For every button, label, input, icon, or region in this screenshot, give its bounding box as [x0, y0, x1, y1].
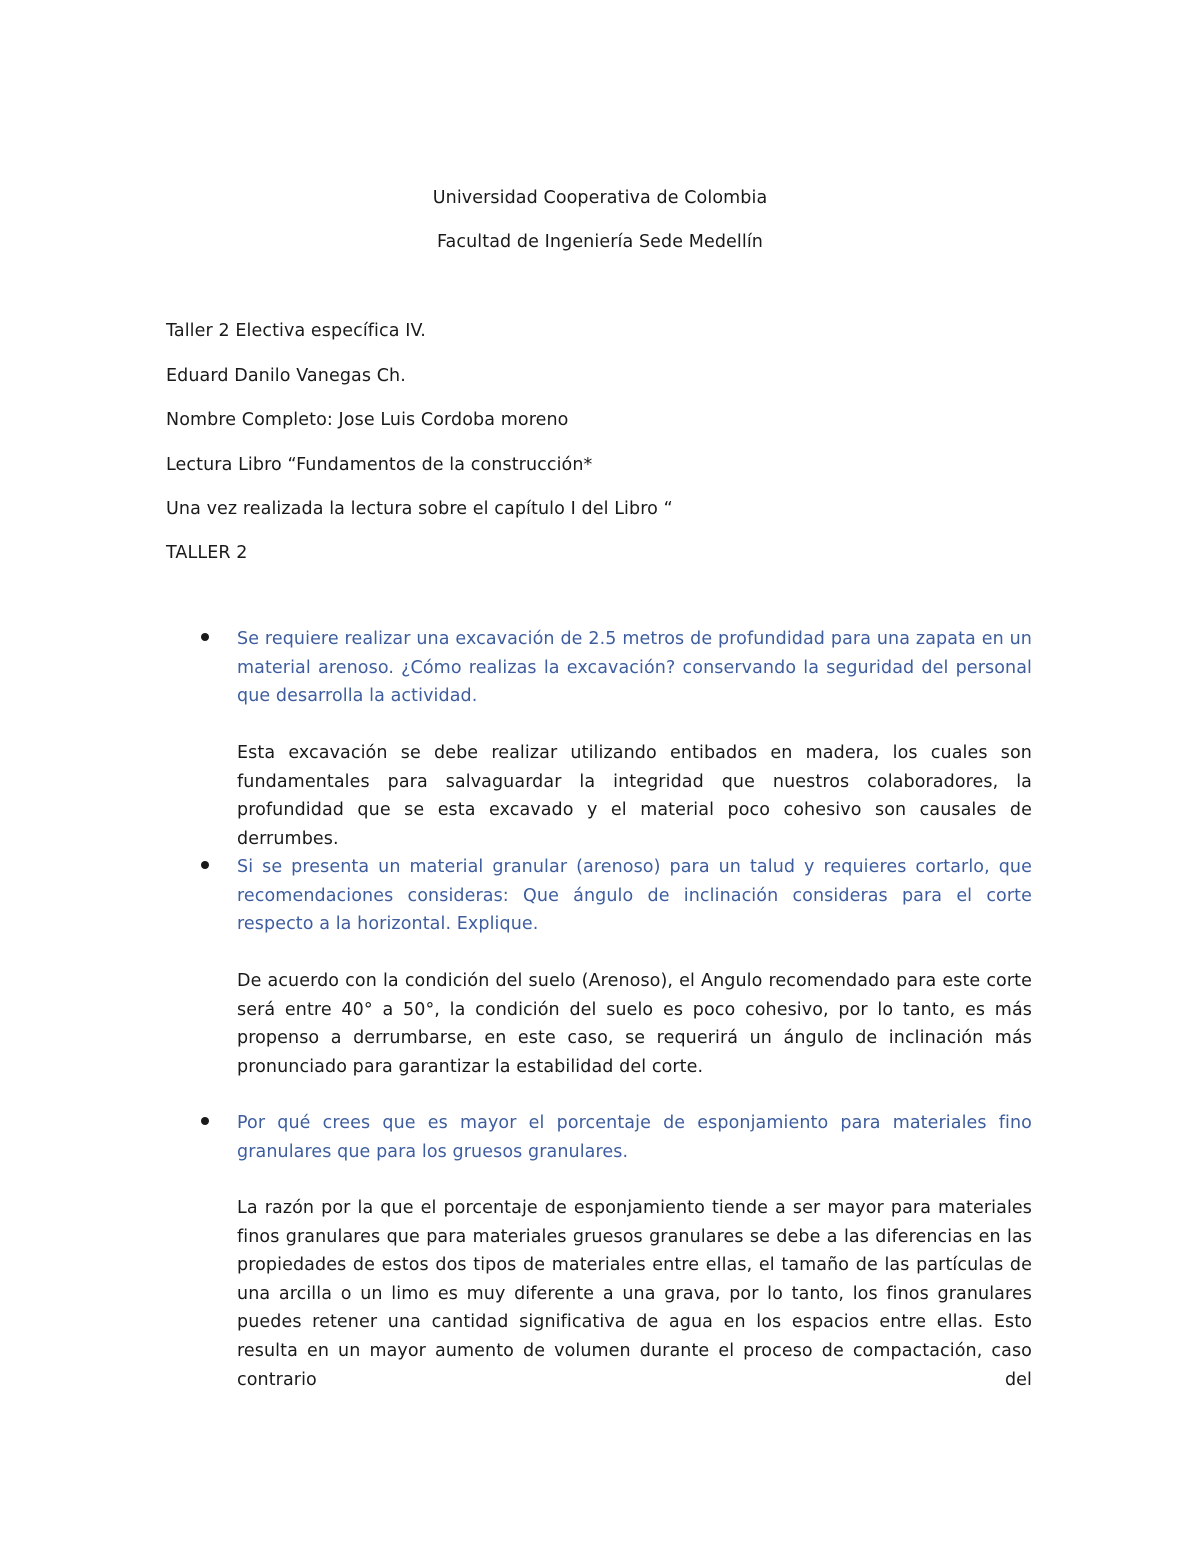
question-3: Por qué crees que es mayor el porcentaje de esponjamiento para materiales fino granulares que para los gruesos granulares.	[237, 1113, 1032, 1162]
reading-line: Lectura Libro “Fundamentos de la construcción*	[166, 455, 593, 475]
question-1: Se requiere realizar una excavación de 2.5 metros de profundidad para una zapata en un material arenoso. ¿Cómo realizas la excavación? conservando la seguridad del personal que desarrolla la actividad.	[237, 629, 1032, 707]
professor-line: Eduard Danilo Vanegas Ch.	[166, 366, 406, 386]
answer-1: Esta excavación se debe realizar utilizando entibados en madera, los cuales son fundamentales para salvaguardar la integridad que nuestros colaboradores, la profundidad que se esta excavado y el material poco cohesivo son causales de derrumbes.	[237, 743, 1032, 849]
bullet-icon	[201, 1117, 209, 1125]
answer-3: La razón por la que el porcentaje de esponjamiento tiende a ser mayor para materiales finos granulares que para materiales gruesos granulares se debe a las diferencias en las propiedades de estos dos tipos de materiales entre ellas, el tamaño de las partículas de una arcilla o un limo es muy diferente a una grava, por lo tanto, los finos granulares puedes retener una cantidad significativa de agua en los espacios entre ellas. Esto resulta en un mayor aumento de volumen durante el proceso de compactación, caso contrario del	[237, 1198, 1032, 1390]
bullet-icon	[201, 861, 209, 869]
bullet-icon	[201, 633, 209, 641]
course-line: Taller 2 Electiva específica IV.	[166, 321, 426, 341]
student-line: Nombre Completo: Jose Luis Cordoba moreno	[166, 410, 569, 430]
faculty-name: Facultad de Ingeniería Sede Medellín	[437, 232, 763, 252]
workshop-title: TALLER 2	[166, 543, 248, 563]
answer-2: De acuerdo con la condición del suelo (Arenoso), el Angulo recomendado para este corte será entre 40° a 50°, la condición del suelo es poco cohesivo, por lo tanto, es más propenso a derrumbarse, en este caso, se requerirá un ángulo de inclinación más pronunciado para garantizar la estabilidad del corte.	[237, 971, 1032, 1077]
instruction-line: Una vez realizada la lectura sobre el capítulo I del Libro “	[166, 499, 673, 519]
question-2: Si se presenta un material granular (arenoso) para un talud y requieres cortarlo, que recomendaciones consideras: Que ángulo de inclinación consideras para el corte respecto a la horizontal. Explique.	[237, 857, 1032, 935]
university-name: Universidad Cooperativa de Colombia	[432, 188, 768, 208]
